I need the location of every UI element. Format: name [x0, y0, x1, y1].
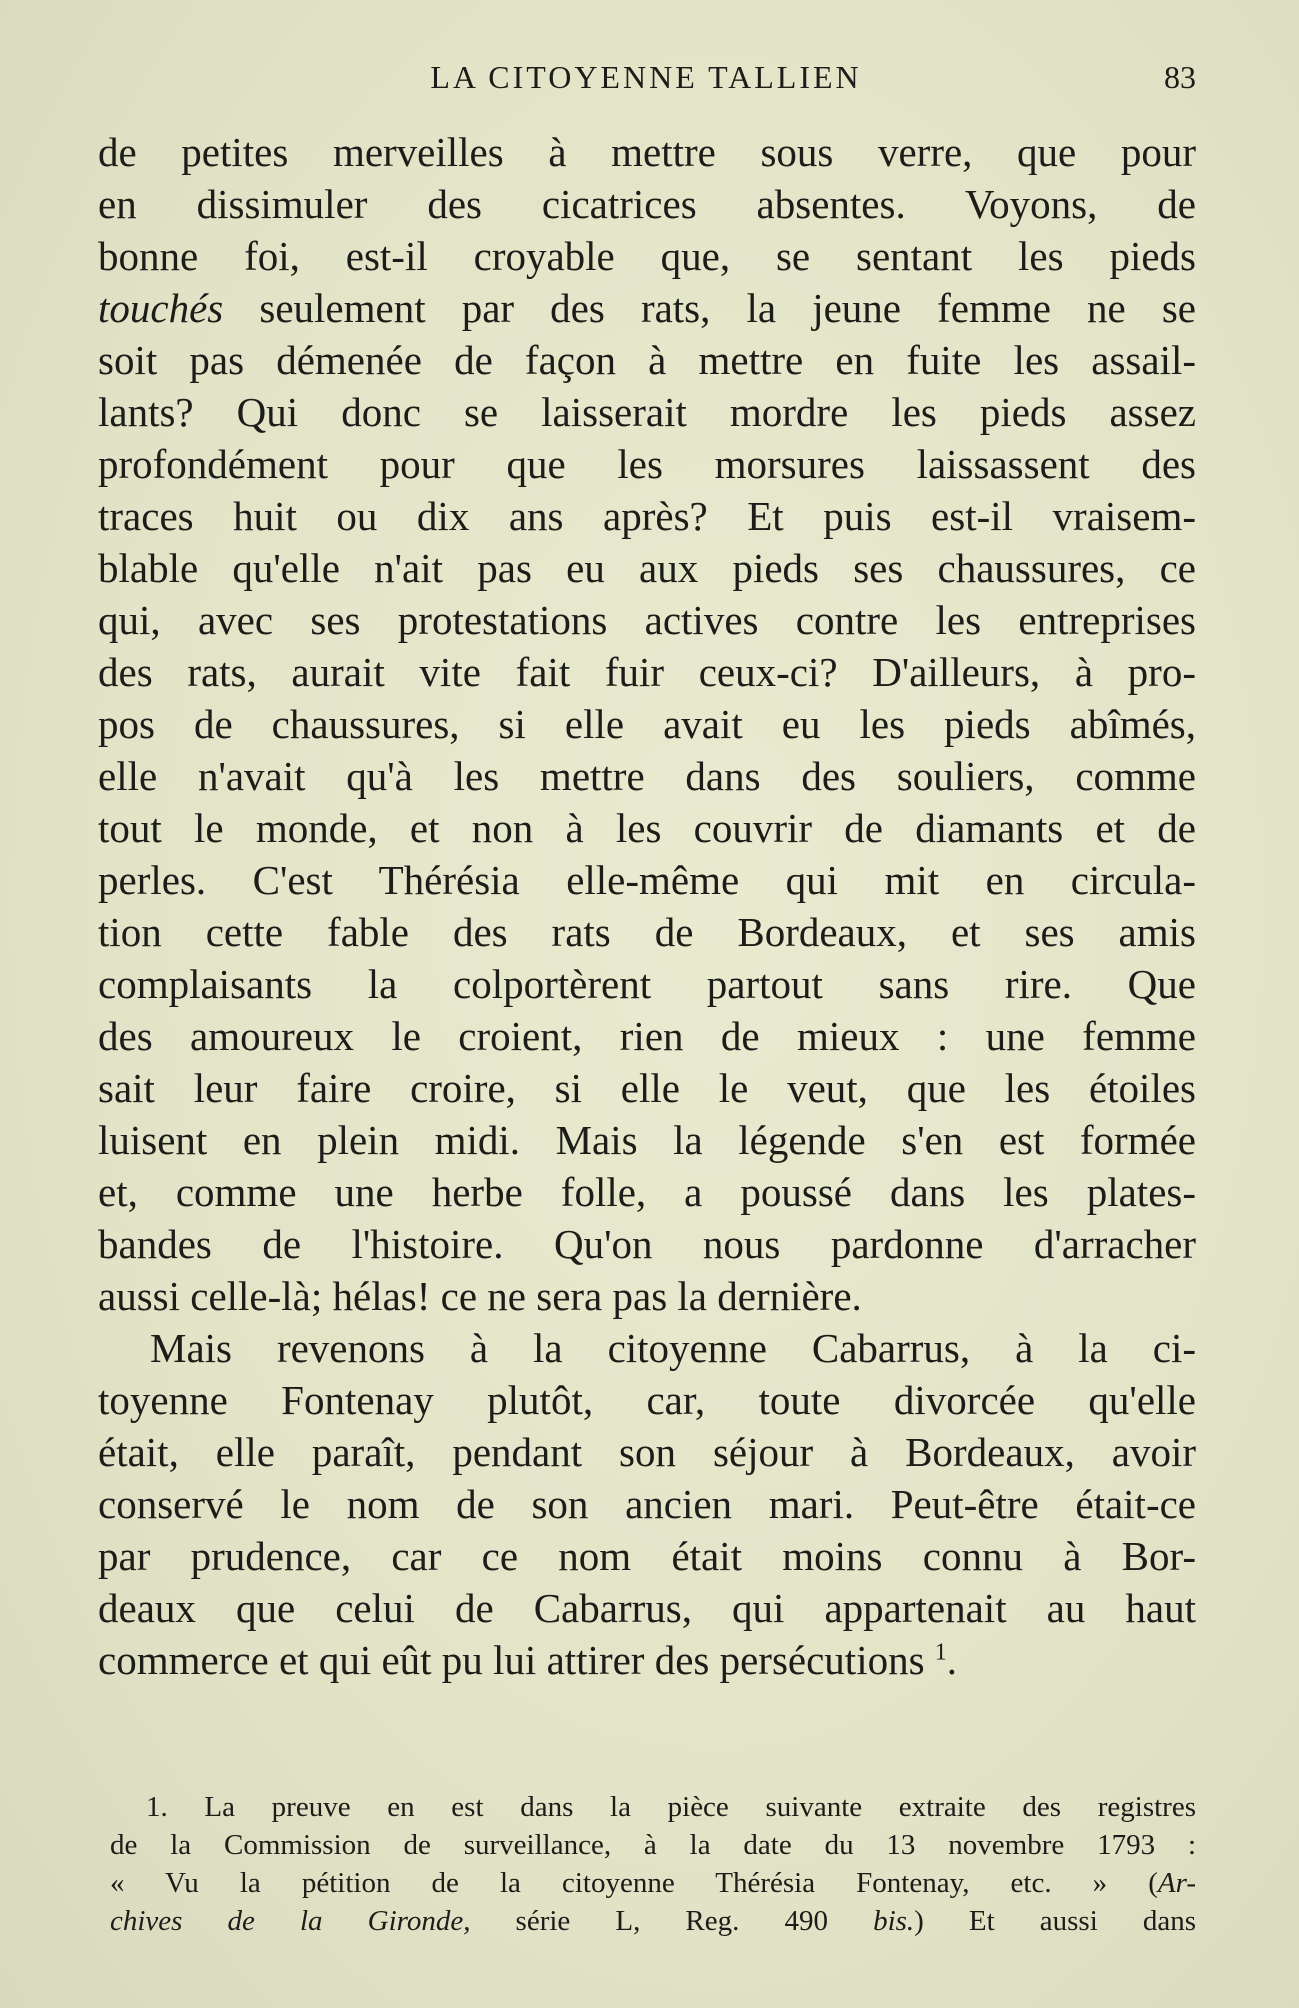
text-line: des amoureux le croient, rien de mieux : une femme: [98, 1013, 1196, 1059]
text-line: complaisants la colportèrent partout sans rire. Que: [98, 961, 1196, 1007]
italic-word: touchés: [98, 285, 224, 331]
text-line: lants? Qui donc se laisserait mordre les pieds assez: [98, 389, 1196, 435]
text-line: par prudence, car ce nom était moins connu à Bor-: [98, 1533, 1196, 1579]
text-line: des rats, aurait vite fait fuir ceux-ci? D'ailleurs, à pro-: [98, 649, 1196, 695]
footnote-line: de la Commission de surveillance, à la date du 13 novembre 1793 :: [110, 1829, 1196, 1861]
text-line: en dissimuler des cicatrices absentes. Voyons, de: [98, 181, 1196, 227]
page-header: [96, 52, 1196, 102]
footnote-text: série L, Reg. 490: [470, 1905, 874, 1937]
footnotes: [110, 1788, 1196, 1940]
footnote-line: [110, 1902, 1196, 1940]
footnote-text: « Vu la pétition de la citoyenne Thérésia Fontenay, etc. » (: [110, 1867, 1158, 1899]
text-line: toyenne Fontenay plutôt, car, toute divorcée qu'elle: [98, 1377, 1196, 1423]
page-number: 83: [1164, 59, 1196, 95]
text-line: tout le monde, et non à les couvrir de diamants et de: [98, 805, 1196, 851]
text-line: bonne foi, est-il croyable que, se sentant les pieds: [98, 233, 1196, 279]
text-line: perles. C'est Thérésia elle-même qui mit en circula-: [98, 857, 1196, 903]
text-line: blable qu'elle n'ait pas eu aux pieds ses chaussures, ce: [98, 545, 1196, 591]
text-line: et, comme une herbe folle, a poussé dans les plates-: [98, 1169, 1196, 1215]
footnote-text: ) Et aussi dans: [914, 1905, 1196, 1937]
line-rest: seulement par des rats, la jeune femme ne se: [259, 285, 1197, 331]
footnote-italic: bis.: [873, 1905, 915, 1937]
text-line: aussi celle-là; hélas! ce ne sera pas la dernière.: [98, 1273, 862, 1319]
text-line: pos de chaussures, si elle avait eu les pieds abîmés,: [98, 701, 1196, 747]
footnote-line: 1. La preuve en est dans la pièce suivante extraite des registres: [146, 1791, 1196, 1823]
footnote-reference: 1: [934, 1639, 947, 1666]
text-line: bandes de l'histoire. Qu'on nous pardonne d'arracher: [98, 1221, 1196, 1267]
body-text: [98, 126, 1196, 1686]
footnote-italic: Ar-: [1157, 1867, 1196, 1899]
final-punctuation: .: [946, 1637, 958, 1683]
text-line: de petites merveilles à mettre sous verre, que pour: [98, 129, 1196, 175]
text-line: soit pas démenée de façon à mettre en fuite les assail-: [98, 337, 1196, 383]
running-title: LA CITOYENNE TALLIEN: [430, 59, 862, 95]
footnote-italic: chives de la Gironde,: [110, 1905, 471, 1937]
text-line: profondément pour que les morsures laissassent des: [98, 441, 1196, 487]
text-line: qui, avec ses protestations actives contre les entreprises: [98, 597, 1196, 643]
text-line: elle n'avait qu'à les mettre dans des souliers, comme: [98, 753, 1196, 799]
text-line: [98, 1634, 1196, 1686]
text-line: conservé le nom de son ancien mari. Peut-être était-ce: [98, 1481, 1196, 1527]
text-line: traces huit ou dix ans après? Et puis est-il vraisem-: [98, 493, 1196, 539]
text-line: sait leur faire croire, si elle le veut, que les étoiles: [98, 1065, 1196, 1111]
text-line: [98, 282, 1196, 334]
text-line: tion cette fable des rats de Bordeaux, et ses amis: [98, 909, 1196, 955]
line-text: commerce et qui eût pu lui attirer des persécutions: [98, 1637, 925, 1683]
text-line: deaux que celui de Cabarrus, qui appartenait au haut: [98, 1585, 1196, 1631]
text-line: Mais revenons à la citoyenne Cabarrus, à la ci-: [150, 1325, 1196, 1371]
footnote-line: [110, 1864, 1196, 1902]
text-line: luisent en plein midi. Mais la légende s'en est formée: [98, 1117, 1196, 1163]
text-line: était, elle paraît, pendant son séjour à Bordeaux, avoir: [98, 1429, 1196, 1475]
